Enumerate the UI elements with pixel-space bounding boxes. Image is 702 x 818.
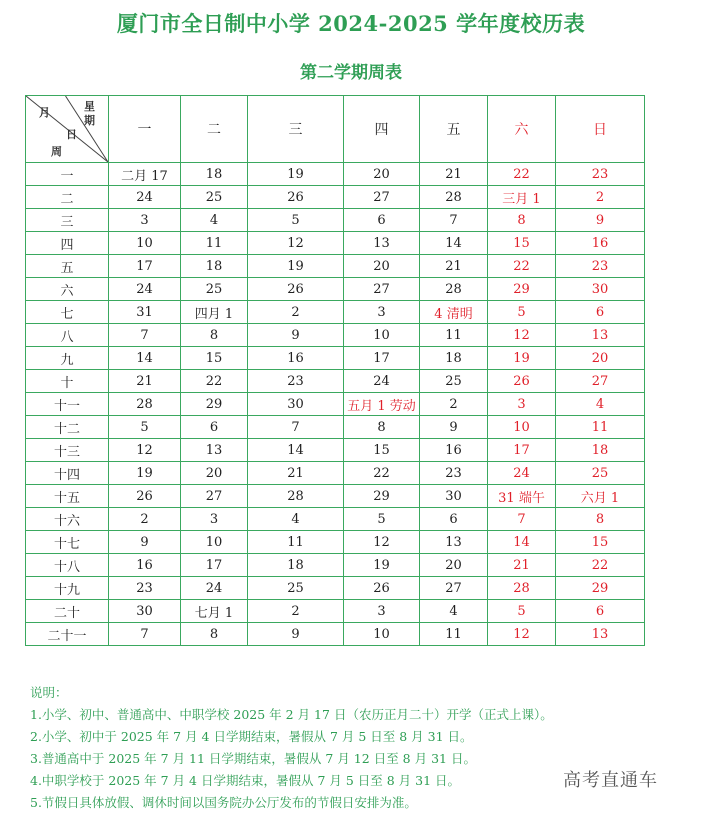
notes-heading: 说明： [30, 685, 68, 700]
date-cell: 19 [488, 347, 556, 370]
date-cell: 5 [248, 209, 344, 232]
date-cell: 三月 1 [488, 186, 556, 209]
week-number-cell: 一 [26, 163, 109, 186]
date-cell: 4 [181, 209, 248, 232]
date-cell: 16 [556, 232, 645, 255]
date-cell: 12 [344, 531, 420, 554]
corner-label-week: 周 [51, 145, 62, 158]
date-cell: 9 [109, 531, 181, 554]
date-cell: 25 [556, 462, 645, 485]
corner-header-cell [26, 96, 109, 163]
date-cell: 11 [248, 531, 344, 554]
calendar-table [25, 95, 645, 646]
date-cell: 17 [109, 255, 181, 278]
date-cell: 24 [181, 577, 248, 600]
date-cell: 3 [109, 209, 181, 232]
week-row [26, 324, 645, 347]
date-cell: 7 [109, 324, 181, 347]
date-cell: 26 [344, 577, 420, 600]
week-row [26, 347, 645, 370]
date-cell: 21 [109, 370, 181, 393]
date-cell: 31 端午 [488, 485, 556, 508]
date-cell: 24 [109, 186, 181, 209]
date-cell: 23 [556, 163, 645, 186]
date-cell: 31 [109, 301, 181, 324]
date-cell: 9 [556, 209, 645, 232]
date-cell: 21 [420, 163, 488, 186]
week-row [26, 554, 645, 577]
day-header-sun: 日 [556, 96, 645, 163]
week-row [26, 577, 645, 600]
week-row [26, 439, 645, 462]
date-cell: 14 [248, 439, 344, 462]
week-number-cell: 六 [26, 278, 109, 301]
date-cell: 14 [420, 232, 488, 255]
date-cell: 19 [248, 255, 344, 278]
date-cell: 18 [181, 163, 248, 186]
date-cell: 18 [420, 347, 488, 370]
date-cell: 4 [556, 393, 645, 416]
date-cell: 24 [344, 370, 420, 393]
date-cell: 7 [420, 209, 488, 232]
date-cell: 26 [248, 278, 344, 301]
date-cell: 2 [420, 393, 488, 416]
date-cell: 10 [344, 623, 420, 646]
corner-label-qi: 期 [84, 114, 95, 127]
date-cell: 23 [556, 255, 645, 278]
date-cell: 六月 1 [556, 485, 645, 508]
date-cell: 27 [344, 186, 420, 209]
week-number-cell: 五 [26, 255, 109, 278]
date-cell: 4 [248, 508, 344, 531]
date-cell: 2 [248, 301, 344, 324]
date-cell: 27 [181, 485, 248, 508]
date-cell: 7 [488, 508, 556, 531]
date-cell: 11 [181, 232, 248, 255]
date-cell: 6 [556, 600, 645, 623]
date-cell: 28 [420, 186, 488, 209]
date-cell: 16 [248, 347, 344, 370]
week-row [26, 278, 645, 301]
date-cell: 15 [181, 347, 248, 370]
date-cell: 14 [488, 531, 556, 554]
date-cell: 30 [248, 393, 344, 416]
date-cell: 10 [488, 416, 556, 439]
date-cell: 5 [488, 301, 556, 324]
week-row [26, 485, 645, 508]
date-cell: 29 [344, 485, 420, 508]
date-cell: 2 [248, 600, 344, 623]
date-cell: 13 [556, 623, 645, 646]
week-row [26, 600, 645, 623]
date-cell: 12 [248, 232, 344, 255]
date-cell: 11 [556, 416, 645, 439]
date-cell: 22 [488, 163, 556, 186]
note-item: 5.节假日具体放假、调休时间以国务院办公厅发布的节假日安排为准。 [30, 795, 417, 810]
corner-label-month: 月 [39, 106, 50, 119]
week-number-cell: 十六 [26, 508, 109, 531]
date-cell: 29 [556, 577, 645, 600]
week-number-cell: 三 [26, 209, 109, 232]
date-cell: 21 [488, 554, 556, 577]
date-cell: 29 [181, 393, 248, 416]
date-cell: 23 [248, 370, 344, 393]
date-cell: 22 [181, 370, 248, 393]
week-row [26, 508, 645, 531]
day-header-wed: 三 [248, 96, 344, 163]
week-number-cell: 二 [26, 186, 109, 209]
date-cell: 28 [248, 485, 344, 508]
week-number-cell: 十一 [26, 393, 109, 416]
date-cell: 15 [556, 531, 645, 554]
week-row [26, 462, 645, 485]
date-cell: 2 [556, 186, 645, 209]
note-item: 2.小学、初中于 2025 年 7 月 4 日学期结束，暑假从 7 月 5 日至 8 月 31 日。 [30, 729, 473, 744]
date-cell: 8 [181, 324, 248, 347]
date-cell: 8 [556, 508, 645, 531]
date-cell: 30 [420, 485, 488, 508]
date-cell: 20 [556, 347, 645, 370]
date-cell: 16 [109, 554, 181, 577]
date-cell: 12 [109, 439, 181, 462]
date-cell: 11 [420, 324, 488, 347]
date-cell: 13 [344, 232, 420, 255]
date-cell: 17 [181, 554, 248, 577]
date-cell: 21 [248, 462, 344, 485]
day-header-mon: 一 [109, 96, 181, 163]
date-cell: 8 [488, 209, 556, 232]
date-cell: 13 [420, 531, 488, 554]
date-cell: 20 [344, 255, 420, 278]
date-cell: 20 [420, 554, 488, 577]
day-header-fri: 五 [420, 96, 488, 163]
date-cell: 17 [488, 439, 556, 462]
week-row [26, 186, 645, 209]
corner-label-xing: 星 [84, 100, 95, 113]
day-header-sat: 六 [488, 96, 556, 163]
date-cell: 15 [344, 439, 420, 462]
week-number-cell: 四 [26, 232, 109, 255]
date-cell: 22 [556, 554, 645, 577]
date-cell: 17 [344, 347, 420, 370]
date-cell: 25 [181, 186, 248, 209]
date-cell: 4 清明 [420, 301, 488, 324]
date-cell: 6 [344, 209, 420, 232]
date-cell: 5 [488, 600, 556, 623]
date-cell: 3 [344, 301, 420, 324]
week-row [26, 416, 645, 439]
date-cell: 20 [181, 462, 248, 485]
date-cell: 28 [420, 278, 488, 301]
date-cell: 5 [109, 416, 181, 439]
note-item: 3.普通高中于 2025 年 7 月 11 日学期结束，暑假从 7 月 12 日至 8 月 31 日。 [30, 751, 476, 766]
week-number-cell: 十八 [26, 554, 109, 577]
date-cell: 19 [248, 163, 344, 186]
date-cell: 23 [109, 577, 181, 600]
date-cell: 12 [488, 324, 556, 347]
date-cell: 9 [420, 416, 488, 439]
date-cell: 20 [344, 163, 420, 186]
date-cell: 七月 1 [181, 600, 248, 623]
date-cell: 22 [344, 462, 420, 485]
date-cell: 4 [420, 600, 488, 623]
week-number-cell: 十三 [26, 439, 109, 462]
date-cell: 3 [488, 393, 556, 416]
week-row [26, 255, 645, 278]
note-item: 4.中职学校于 2025 年 7 月 4 日学期结束，暑假从 7 月 5 日至 8 月 31 日。 [30, 773, 461, 788]
date-cell: 19 [109, 462, 181, 485]
week-number-cell: 十七 [26, 531, 109, 554]
week-row [26, 393, 645, 416]
week-number-cell: 七 [26, 301, 109, 324]
date-cell: 21 [420, 255, 488, 278]
week-row [26, 232, 645, 255]
date-cell: 9 [248, 324, 344, 347]
date-cell: 五月 1 劳动 [344, 393, 420, 416]
date-cell: 13 [556, 324, 645, 347]
page-subtitle: 第二学期周表 [300, 63, 402, 83]
week-row [26, 370, 645, 393]
date-cell: 9 [248, 623, 344, 646]
day-header-tue: 二 [181, 96, 248, 163]
date-cell: 23 [420, 462, 488, 485]
date-cell: 10 [181, 531, 248, 554]
week-number-cell: 十四 [26, 462, 109, 485]
date-cell: 12 [488, 623, 556, 646]
date-cell: 2 [109, 508, 181, 531]
date-cell: 7 [248, 416, 344, 439]
week-number-cell: 十二 [26, 416, 109, 439]
date-cell: 11 [420, 623, 488, 646]
day-header-thu: 四 [344, 96, 420, 163]
date-cell: 6 [420, 508, 488, 531]
date-cell: 16 [420, 439, 488, 462]
date-cell: 14 [109, 347, 181, 370]
date-cell: 3 [344, 600, 420, 623]
date-cell: 二月 17 [109, 163, 181, 186]
date-cell: 8 [344, 416, 420, 439]
date-cell: 25 [420, 370, 488, 393]
corner-label-day: 日 [66, 128, 77, 141]
date-cell: 28 [109, 393, 181, 416]
date-cell: 6 [556, 301, 645, 324]
date-cell: 28 [488, 577, 556, 600]
date-cell: 29 [488, 278, 556, 301]
header-row [26, 96, 645, 163]
date-cell: 7 [109, 623, 181, 646]
date-cell: 26 [248, 186, 344, 209]
week-number-cell: 二十一 [26, 623, 109, 646]
week-number-cell: 二十 [26, 600, 109, 623]
week-row [26, 623, 645, 646]
date-cell: 26 [109, 485, 181, 508]
week-number-cell: 十九 [26, 577, 109, 600]
week-number-cell: 八 [26, 324, 109, 347]
date-cell: 8 [181, 623, 248, 646]
date-cell: 30 [109, 600, 181, 623]
date-cell: 10 [109, 232, 181, 255]
page-title: 厦门市全日制中小学 2024-2025 学年度校历表 [116, 11, 586, 36]
week-number-cell: 九 [26, 347, 109, 370]
calendar-body [26, 163, 645, 646]
date-cell: 24 [109, 278, 181, 301]
date-cell: 27 [420, 577, 488, 600]
week-number-cell: 十五 [26, 485, 109, 508]
date-cell: 24 [488, 462, 556, 485]
week-number-cell: 十 [26, 370, 109, 393]
date-cell: 6 [181, 416, 248, 439]
week-row [26, 209, 645, 232]
date-cell: 19 [344, 554, 420, 577]
date-cell: 25 [181, 278, 248, 301]
date-cell: 30 [556, 278, 645, 301]
week-row [26, 163, 645, 186]
date-cell: 27 [556, 370, 645, 393]
date-cell: 25 [248, 577, 344, 600]
date-cell: 26 [488, 370, 556, 393]
date-cell: 18 [248, 554, 344, 577]
note-item: 1.小学、初中、普通高中、中职学校 2025 年 2 月 17 日（农历正月二十）开学（正式上课）。 [30, 707, 553, 722]
notes-section [30, 682, 690, 814]
week-row [26, 531, 645, 554]
date-cell: 27 [344, 278, 420, 301]
week-row [26, 301, 645, 324]
date-cell: 5 [344, 508, 420, 531]
date-cell: 18 [181, 255, 248, 278]
date-cell: 10 [344, 324, 420, 347]
date-cell: 15 [488, 232, 556, 255]
date-cell: 3 [181, 508, 248, 531]
watermark-text: 高考直通车 [563, 770, 658, 791]
date-cell: 四月 1 [181, 301, 248, 324]
date-cell: 13 [181, 439, 248, 462]
date-cell: 18 [556, 439, 645, 462]
date-cell: 22 [488, 255, 556, 278]
